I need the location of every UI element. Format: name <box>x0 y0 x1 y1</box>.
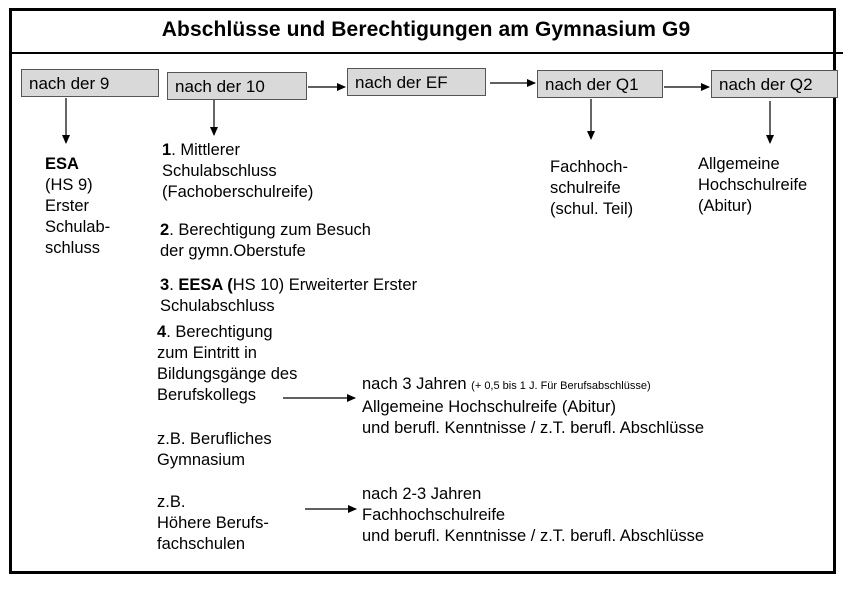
result23-line-1: nach 2-3 Jahren <box>362 485 482 503</box>
result23-line-2: Fachhochschulreife <box>362 506 506 524</box>
after10-item-4 <box>157 322 297 406</box>
after10-item-3 <box>160 275 417 317</box>
afterq1-line-1: Fachhoch- <box>550 158 628 176</box>
esa-line-3: Erster <box>45 197 90 215</box>
afterq1-line-3: (schul. Teil) <box>550 200 634 218</box>
afterq1-line-2: schulreife <box>550 179 621 197</box>
esa-line-5: schluss <box>45 239 101 257</box>
item4-line-1: . Berechtigung <box>166 323 273 341</box>
item1-number: 1 <box>162 141 172 159</box>
after9-block <box>45 154 110 259</box>
stage-after-q1: nach der Q1 <box>537 70 663 98</box>
item1-line-2: Schulabschluss <box>162 162 277 180</box>
result3-line-3: und berufl. Kenntnisse / z.T. berufl. Abschlüsse <box>362 419 705 437</box>
item1-line-1: . Mittlerer <box>171 141 240 159</box>
item1-line-3: (Fachoberschulreife) <box>162 183 314 201</box>
item2-line-1: . Berechtigung zum Besuch <box>169 221 371 239</box>
esa-label: ESA <box>45 155 79 173</box>
stage-after-ef: nach der EF <box>347 68 486 96</box>
item3-eesa: EESA ( <box>178 276 233 294</box>
gymnasium-line-1: z.B. Berufliches <box>157 430 272 448</box>
item3-dot: . <box>169 276 179 294</box>
gymnasium-line-2: Gymnasium <box>157 451 246 469</box>
esa-line-2: (HS 9) <box>45 176 93 194</box>
page-title: Abschlüsse und Berechtigungen am Gymnasium G9 <box>161 18 691 41</box>
result23-line-3: und berufl. Kenntnisse / z.T. berufl. Abschlüsse <box>362 527 705 545</box>
item3-line-2: Schulabschluss <box>160 297 275 315</box>
item4-line-4: Berufskollegs <box>157 386 257 404</box>
after10-item-2 <box>160 220 371 262</box>
gymnasium-example <box>157 429 272 471</box>
afterq2-line-3: (Abitur) <box>698 197 753 215</box>
hbfs-line-3: fachschulen <box>157 535 246 553</box>
result3-line-2: Allgemeine Hochschulreife (Abitur) <box>362 398 617 416</box>
hbfs-example <box>157 492 269 555</box>
item3-line-1: HS 10) Erweiterter Erster <box>232 276 418 294</box>
item3-number: 3 <box>160 276 170 294</box>
afterq2-line-1: Allgemeine <box>698 155 780 173</box>
esa-line-4: Schulab- <box>45 218 111 236</box>
afterq1-block <box>550 157 633 220</box>
stage-after-q2: nach der Q2 <box>711 70 838 98</box>
result3-line-1: nach 3 Jahren <box>362 375 472 393</box>
result-2-3-years <box>362 484 704 547</box>
afterq2-block <box>698 154 807 217</box>
item2-number: 2 <box>160 221 170 239</box>
stage-after-9: nach der 9 <box>21 69 159 97</box>
item4-line-2: zum Eintritt in <box>157 344 257 362</box>
item2-line-2: der gymn.Oberstufe <box>160 242 306 260</box>
hbfs-line-2: Höhere Berufs- <box>157 514 269 532</box>
stage-after-10: nach der 10 <box>167 72 307 100</box>
hbfs-line-1: z.B. <box>157 493 186 511</box>
after10-item-1 <box>162 140 313 203</box>
afterq2-line-2: Hochschulreife <box>698 176 808 194</box>
result3-note: (+ 0,5 bis 1 J. Für Berufsabschlüsse) <box>471 380 651 392</box>
result-3-years <box>362 374 704 439</box>
item4-number: 4 <box>157 323 167 341</box>
item4-line-3: Bildungsgänge des <box>157 365 298 383</box>
